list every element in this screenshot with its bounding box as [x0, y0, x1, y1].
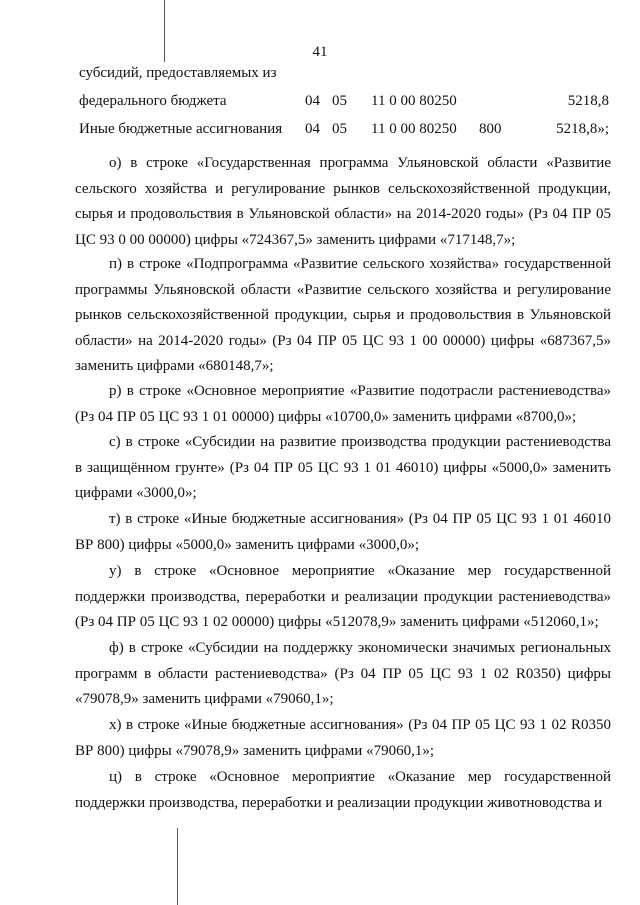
row-cs: 11 0 00 80250: [371, 93, 457, 109]
row-rz: 04: [305, 93, 320, 109]
scan-artifact-line: [177, 828, 178, 905]
paragraph-f: ф) в строке «Субсидии на поддержку экономически значимых региональных программ в области растениеводства» (Рз 04 ПР 05 ЦС 93 1 02 R0350) цифры «79078,9» заменить цифрами «79060,1»;: [75, 640, 611, 707]
row-pr: 05: [332, 93, 347, 109]
row-pr: 05: [332, 121, 347, 137]
table-row: [79, 118, 609, 140]
row-rz: 04: [305, 121, 320, 137]
row-name: Иные бюджетные ассигнования: [79, 121, 283, 137]
row-vr: 800: [479, 121, 502, 137]
table-row: [79, 62, 609, 84]
row-sum: 5218,8»;: [556, 121, 609, 137]
paragraph-kh: х) в строке «Иные бюджетные ассигнования» (Рз 04 ПР 05 ЦС 93 1 02 R0350 ВР 800) цифры «79078,9» заменить цифрами «79060,1»;: [75, 717, 611, 759]
paragraph-t: т) в строке «Иные бюджетные ассигнования» (Рз 04 ПР 05 ЦС 93 1 01 46010 ВР 800) цифры «5000,0» заменить цифрами «3000,0»;: [75, 511, 611, 553]
row-cs: 11 0 00 80250: [371, 121, 457, 137]
table-row: [79, 90, 609, 112]
paragraph-r: р) в строке «Основное мероприятие «Развитие подотрасли растениеводства» (Рз 04 ПР 05 ЦС 93 1 01 00000) цифры «10700,0» заменить цифрами «8700,0»;: [75, 383, 611, 425]
paragraph-ts: ц) в строке «Основное мероприятие «Оказание мер государственной поддержки производства, переработки и реализации продукции животноводства и: [75, 769, 611, 811]
row-name: федерального бюджета: [79, 93, 227, 109]
paragraph-o: о) в строке «Государственная программа Ульяновской области «Развитие сельского хозяйства и регулирование рынков сельскохозяйственной продукции, сырья и продовольствия в Ульяновской области» на 2014-2020 годы» (Рз 04 ПР 05 ЦС 93 0 00 00000) цифры «724367,5» заменить цифрами «717148,7»;: [75, 155, 611, 248]
paragraph-u: у) в строке «Основное мероприятие «Оказание мер государственной поддержки производства, переработки и реализации продукции растениеводства» (Рз 04 ПР 05 ЦС 93 1 02 00000) цифры «512078,9» заменить цифрами «512060,1»;: [75, 563, 611, 630]
row-sum: 5218,8: [567, 93, 609, 109]
page-number: 41: [312, 44, 328, 60]
row-name: субсидий, предоставляемых из: [79, 65, 277, 81]
paragraph-s: с) в строке «Субсидии на развитие производства продукции растениеводства в защищённом грунте» (Рз 04 ПР 05 ЦС 93 1 01 46010) цифры «5000,0» заменить цифрами «3000,0»;: [75, 434, 611, 501]
paragraph-p: п) в строке «Подпрограмма «Развитие сельского хозяйства» государственной программы Ульяновской области «Развитие сельского хозяйства и регулирование рынков сельскохозяйственной продукции, сырья и продовольствия в Ульяновской области» на 2014-2020 годы» (Рз 04 ПР 05 ЦС 93 1 00 00000) цифры «687367,5» заменить цифрами «680148,7»;: [75, 256, 611, 374]
